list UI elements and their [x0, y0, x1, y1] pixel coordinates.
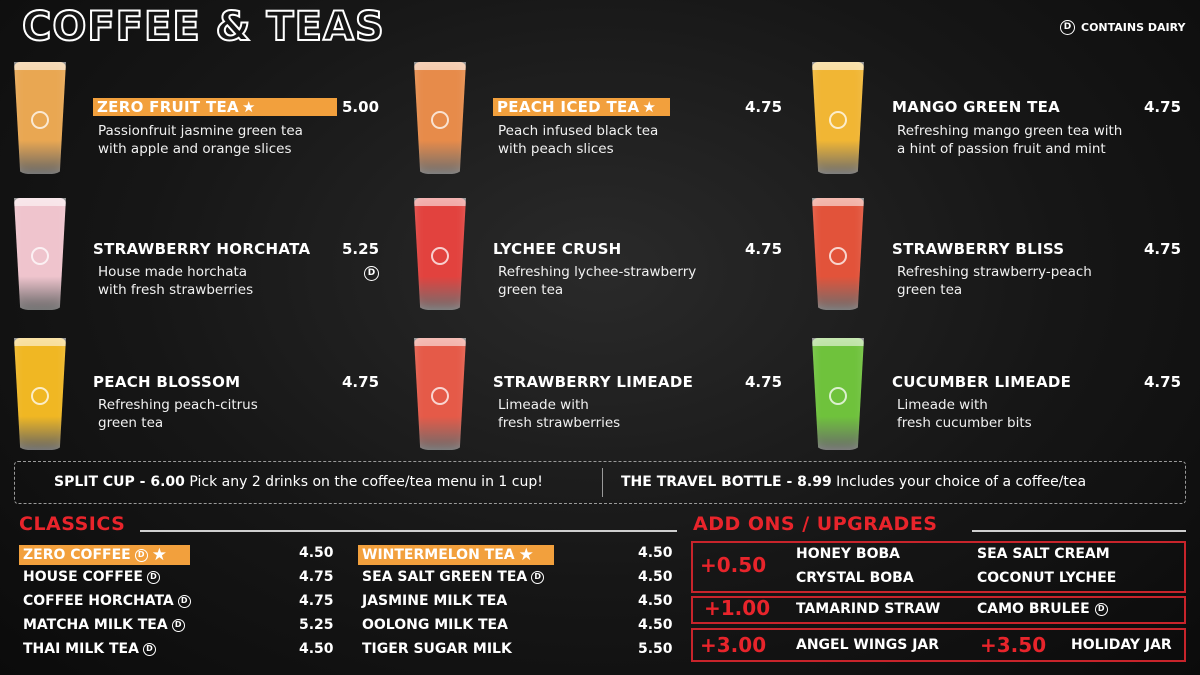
drink-description: green tea	[897, 282, 963, 298]
drink-price: 4.75	[745, 373, 783, 391]
drink-name	[493, 373, 693, 391]
travel-bottle-label: THE TRAVEL BOTTLE - 8.99	[621, 474, 832, 490]
dairy-icon: D	[531, 571, 544, 584]
combo-divider	[602, 468, 603, 497]
classic-item-price: 4.75	[299, 569, 334, 585]
drink-description: with apple and orange slices	[98, 141, 292, 157]
drink-cup-image	[812, 62, 864, 174]
zero-logo-icon	[31, 247, 49, 265]
travel-bottle-desc: Includes your choice of a coffee/tea	[836, 474, 1087, 490]
classics-rule	[140, 530, 677, 532]
addon-camo-brulee	[977, 601, 1108, 617]
split-cup-offer	[54, 474, 543, 490]
classic-item	[19, 617, 185, 633]
drink-description: fresh strawberries	[498, 415, 621, 431]
drink-description: Passionfruit jasmine green tea	[98, 123, 303, 139]
classic-item-name: COFFEE HORCHATA	[23, 593, 174, 609]
zero-logo-icon	[829, 111, 847, 129]
cup-lid	[812, 62, 864, 70]
drink-name-label: ZERO FRUIT TEA	[97, 98, 239, 116]
drink-price: 4.75	[342, 373, 380, 391]
classic-item-price: 5.25	[299, 617, 334, 633]
classic-item-price: 4.50	[638, 617, 673, 633]
zero-logo-icon	[431, 247, 449, 265]
drink-price: 4.75	[1144, 240, 1182, 258]
drink-cup-image	[414, 198, 466, 310]
drink-cup-image	[812, 338, 864, 450]
addon-camo-brulee-label: CAMO BRULEE	[977, 601, 1090, 617]
classic-item-price: 4.50	[638, 569, 673, 585]
star-icon: ★	[518, 545, 534, 565]
dairy-icon: D	[135, 549, 148, 562]
drink-description: Refreshing lychee-strawberry	[498, 264, 697, 280]
drink-name	[93, 98, 337, 116]
classic-item-name: MATCHA MILK TEA	[23, 617, 168, 633]
star-icon: ★	[642, 98, 657, 116]
drink-name	[493, 240, 622, 258]
addon-row-3-price-a: +3.00	[700, 633, 767, 657]
classic-item	[358, 545, 554, 565]
classics-title: CLASSICS	[19, 513, 126, 535]
drink-description: Refreshing strawberry-peach	[897, 264, 1092, 280]
classic-item-name: OOLONG MILK TEA	[362, 617, 508, 633]
cup-lid	[14, 62, 66, 70]
classic-item-price: 4.50	[638, 593, 673, 609]
classic-item-name: SEA SALT GREEN TEA	[362, 569, 528, 585]
zero-logo-icon	[31, 111, 49, 129]
drink-name	[93, 240, 310, 258]
drink-description: Limeade with	[498, 397, 589, 413]
drink-cup-image	[414, 338, 466, 450]
dairy-icon: D	[178, 595, 191, 608]
classic-item-name: TIGER SUGAR MILK	[362, 641, 512, 657]
drink-description: Peach infused black tea	[498, 123, 659, 139]
classic-item-name: HOUSE COFFEE	[23, 569, 143, 585]
addon-coconut-lychee: COCONUT LYCHEE	[977, 570, 1117, 586]
drink-name	[892, 373, 1071, 391]
drink-name-label: CUCUMBER LIMEADE	[892, 373, 1072, 391]
classic-item	[358, 569, 544, 585]
cup-lid	[414, 338, 466, 346]
zero-logo-icon	[431, 387, 449, 405]
classic-item-price: 4.50	[299, 641, 334, 657]
cup-lid	[414, 198, 466, 206]
drink-description: green tea	[498, 282, 564, 298]
classic-item-name: JASMINE MILK TEA	[362, 593, 508, 609]
cup-lid	[14, 338, 66, 346]
split-cup-label: SPLIT CUP - 6.00	[54, 474, 185, 490]
drink-name	[93, 373, 240, 391]
addon-honey-boba: HONEY BOBA	[796, 546, 900, 562]
classic-item-price: 5.50	[638, 641, 673, 657]
drink-description: with fresh strawberries	[98, 282, 254, 298]
dairy-icon: D	[1060, 20, 1075, 35]
drink-description: Refreshing peach-citrus	[98, 397, 258, 413]
drink-description: with peach slices	[498, 141, 614, 157]
drink-cup-image	[14, 62, 66, 174]
addon-angel-wings-jar: ANGEL WINGS JAR	[796, 637, 940, 653]
drink-name-label: LYCHEE CRUSH	[493, 240, 622, 258]
drink-description: fresh cucumber bits	[897, 415, 1032, 431]
classic-item-name: ZERO COFFEE	[23, 547, 131, 563]
drink-name-label: PEACH BLOSSOM	[93, 373, 241, 391]
classic-item	[19, 641, 156, 657]
dairy-icon: D	[143, 643, 156, 656]
classic-item-price: 4.75	[299, 593, 334, 609]
drink-cup-image	[414, 62, 466, 174]
drink-name-label: PEACH ICED TEA	[497, 98, 640, 116]
drink-description: a hint of passion fruit and mint	[897, 141, 1106, 157]
drink-price: 4.75	[1144, 373, 1182, 391]
classic-item	[358, 641, 512, 657]
addon-holiday-jar: HOLIDAY JAR	[1071, 637, 1172, 653]
drink-name-label: STRAWBERRY LIMEADE	[493, 373, 694, 391]
drink-description: House made horchata	[98, 264, 248, 280]
drink-name	[892, 240, 1064, 258]
drink-name-label: STRAWBERRY BLISS	[892, 240, 1065, 258]
classic-item	[358, 617, 508, 633]
drink-description: Refreshing mango green tea with	[897, 123, 1123, 139]
addon-sea-salt-cream: SEA SALT CREAM	[977, 546, 1110, 562]
cup-lid	[812, 198, 864, 206]
drink-cup-image	[812, 198, 864, 310]
zero-logo-icon	[829, 247, 847, 265]
drink-price: 4.75	[1144, 98, 1182, 116]
zero-logo-icon	[829, 387, 847, 405]
star-icon: ★	[151, 545, 167, 565]
dairy-icon: D	[1095, 603, 1108, 616]
addon-row-2-price: +1.00	[704, 596, 771, 620]
drink-price: 5.00	[342, 98, 380, 116]
zero-logo-icon	[31, 387, 49, 405]
dairy-icon: D	[147, 571, 160, 584]
addon-tamarind-straw: TAMARIND STRAW	[796, 601, 941, 617]
classic-item	[19, 569, 160, 585]
drink-name	[493, 98, 670, 116]
drink-price: 4.75	[745, 240, 783, 258]
drink-cup-image	[14, 198, 66, 310]
drink-name	[892, 98, 1060, 116]
drink-description: Limeade with	[897, 397, 988, 413]
drink-description: green tea	[98, 415, 164, 431]
addon-crystal-boba: CRYSTAL BOBA	[796, 570, 914, 586]
classic-item	[19, 593, 191, 609]
dairy-icon: D	[172, 619, 185, 632]
cup-lid	[414, 62, 466, 70]
star-icon: ★	[241, 98, 256, 116]
drink-name-label: STRAWBERRY HORCHATA	[93, 240, 311, 258]
classic-item	[358, 593, 507, 609]
addons-rule	[972, 530, 1186, 532]
classic-item	[19, 545, 190, 565]
classic-item-name: WINTERMELON TEA	[362, 547, 515, 563]
drink-price: 4.75	[745, 98, 783, 116]
classic-item-price: 4.50	[638, 545, 673, 561]
addon-row-1-price: +0.50	[700, 553, 767, 577]
drink-cup-image	[14, 338, 66, 450]
page-title: COFFEE & TEAS	[22, 4, 385, 50]
addons-title: ADD ONS / UPGRADES	[693, 513, 938, 535]
cup-lid	[812, 338, 864, 346]
cup-lid	[14, 198, 66, 206]
drink-name-label: MANGO GREEN TEA	[892, 98, 1061, 116]
classic-item-name: THAI MILK TEA	[23, 641, 139, 657]
classic-item-price: 4.50	[299, 545, 334, 561]
addon-row-3-price-b: +3.50	[980, 633, 1047, 657]
travel-bottle-offer	[621, 474, 1086, 490]
dairy-legend	[1060, 20, 1185, 35]
drink-price: 5.25	[342, 240, 380, 258]
dairy-legend-label: CONTAINS DAIRY	[1081, 21, 1186, 34]
split-cup-desc: Pick any 2 drinks on the coffee/tea menu in 1 cup!	[189, 474, 543, 490]
zero-logo-icon	[431, 111, 449, 129]
dairy-icon: D	[364, 266, 379, 281]
